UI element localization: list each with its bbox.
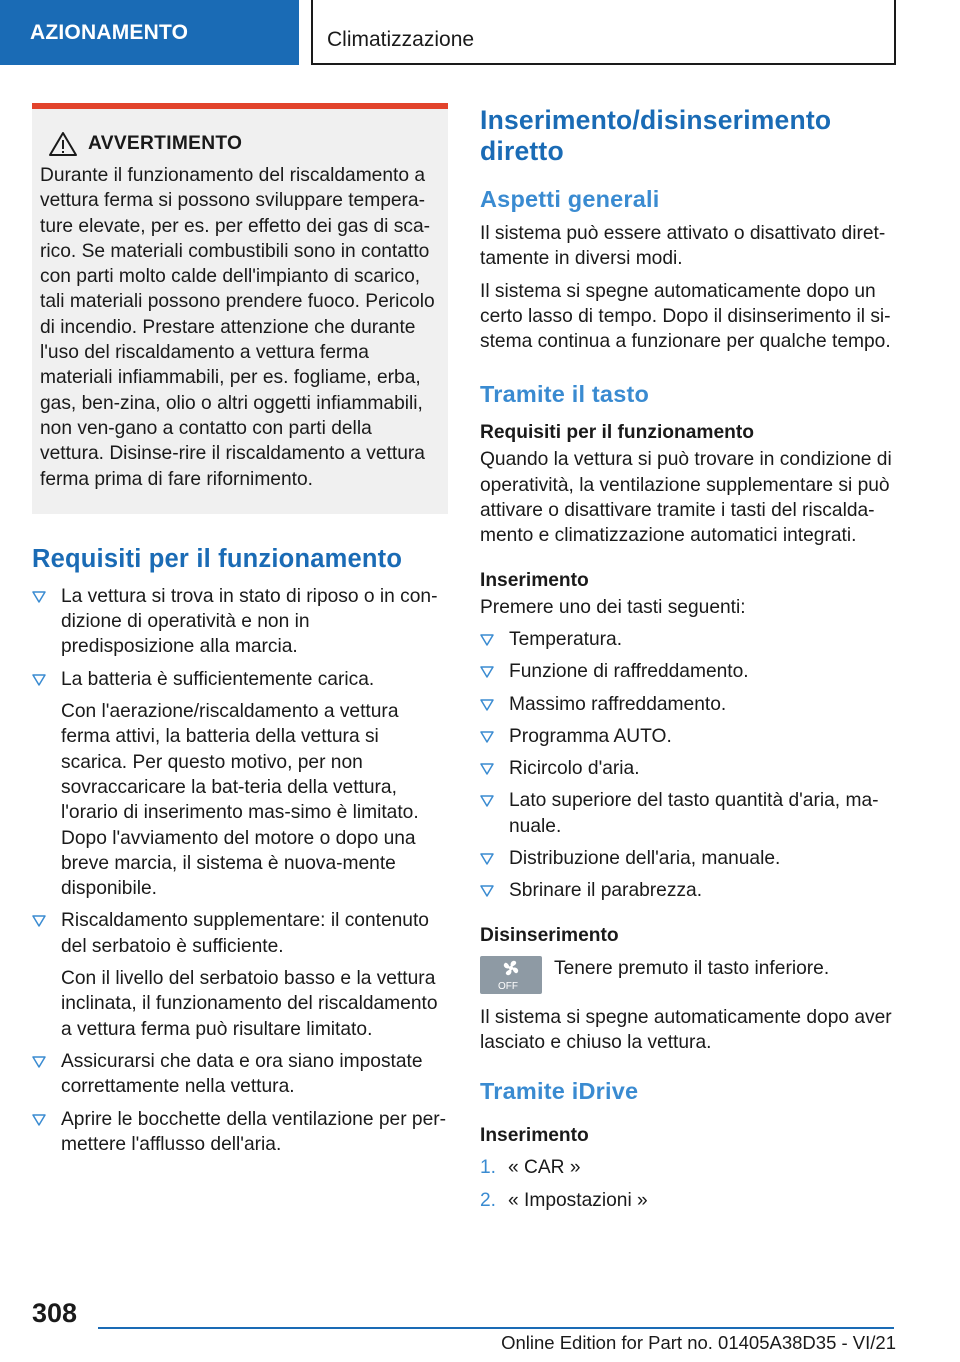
warning-box	[32, 103, 448, 514]
list-item-text: Funzione di raffreddamento.	[509, 661, 749, 683]
bullet-triangle-icon	[32, 915, 46, 927]
bullet-triangle-icon	[480, 731, 494, 743]
bullet-triangle-icon	[480, 763, 494, 775]
list-item-text: Assicurarsi che data e ora siano impostate correttamente nella vettura.	[61, 1050, 423, 1098]
list-item-text: Riscaldamento supplementare: il contenuto del serbatoio è sufficiente.	[61, 910, 429, 957]
via-button-heading: Tramite il tasto	[480, 381, 650, 408]
switch-off-note: Il sistema si spegne automaticamente dopo aver lasciato e chiuso la vettura.	[480, 1006, 892, 1053]
warning-header	[48, 131, 440, 157]
switch-off-text: Tenere premuto il tasto inferiore.	[554, 957, 830, 979]
general-aspects-heading: Aspetti generali	[480, 186, 660, 212]
list-item	[32, 1107, 448, 1158]
step-number: 1.	[480, 1157, 497, 1179]
bullet-triangle-icon	[480, 666, 494, 678]
list-item-text: La batteria è sufficientemente carica.	[61, 668, 375, 690]
warning-text: Durante il funzionamento del riscaldamento a vettura ferma si possono sviluppare tempera-ture elevate, per es. per effetto dei gas di sca-rico. Se materiali combustibili sono in contatto con parti molto calde dell'impianto di scarico, tali materiali possono prendere fuoco. Pericolo di incendio. Prestare attenzione che durante l'uso del riscaldamento a vettura ferma materiali infiammabili, per es. fogliame, erba, gas, ben-zina, olio o altri oggetti infiammabili, non ven-gano a contatto con parti della vettura. Disinse-rire il riscaldamento a vettura ferma prima di fare rifornimento.	[40, 165, 435, 490]
bullet-triangle-icon	[480, 699, 494, 711]
list-item	[480, 1155, 896, 1180]
list-item	[480, 627, 896, 652]
warning-title: AVVERTIMENTO	[88, 133, 243, 154]
bullet-triangle-icon	[480, 795, 494, 807]
list-item	[480, 788, 896, 839]
idrive-switch-on-heading: Inserimento	[480, 1125, 589, 1147]
list-item	[480, 878, 896, 903]
list-item-text: Ricircolo d'aria.	[509, 758, 640, 780]
list-item-text: Aprire le bocchette della ventilazione per per-mettere l'afflusso dell'aria.	[61, 1108, 447, 1155]
requirements-heading: Requisiti per il funzionamento	[32, 544, 403, 573]
bullet-triangle-icon	[32, 1114, 46, 1126]
list-item	[480, 659, 896, 684]
footer-edition: Online Edition for Part no. 01405A38D35 - VI/21	[501, 1332, 896, 1353]
list-item	[32, 1049, 448, 1100]
list-item	[32, 584, 448, 660]
list-item-text: Lato superiore del tasto quantità d'aria, ma-nuale.	[509, 790, 879, 837]
list-item-text: Massimo raffreddamento.	[509, 693, 727, 715]
general-aspects-p2: Il sistema si spegne automaticamente dopo un certo lasso di tempo. Dopo il disinserimento il si-stema continua a funzionare per qualche tempo.	[480, 280, 891, 353]
left-column	[32, 103, 448, 1157]
general-aspects-p1: Il sistema può essere attivato o disattivato diret-tamente in diversi modi.	[480, 223, 886, 270]
warning-triangle-icon	[48, 131, 78, 157]
list-item-extra: Con l'aerazione/riscaldamento a vettura ferma attivi, la batteria della vettura si scarica. Per questo motivo, per non sovraccaricare la bat-teria della vettura, l'orario di inserimento mas-simo è limitato. Dopo l'avviamento del motore o dopo una breve marcia, il sistema è nuova-mente disponibile.	[61, 701, 419, 900]
list-item	[480, 1188, 896, 1213]
requirements-list	[32, 584, 448, 1157]
list-item	[480, 846, 896, 871]
bullet-triangle-icon	[480, 885, 494, 897]
switch-off-row	[480, 956, 896, 994]
list-item-text: Temperatura.	[509, 628, 623, 650]
list-item	[480, 756, 896, 781]
list-item	[480, 724, 896, 749]
footer-divider	[98, 1327, 894, 1329]
list-item-text: Sbrinare il parabrezza.	[509, 880, 703, 902]
idrive-steps-list	[480, 1155, 896, 1213]
bullet-triangle-icon	[32, 591, 46, 603]
switch-off-heading: Disinserimento	[480, 924, 619, 946]
via-idrive-heading: Tramite iDrive	[480, 1078, 639, 1105]
list-item-text: Distribuzione dell'aria, manuale.	[509, 848, 781, 870]
button-requirements-text: Quando la vettura si può trovare in condizione di operatività, la ventilazione supplementare si può attivare o disattivare tramite i tasti del riscalda-mento e climatizzazione automatici integrati.	[480, 449, 892, 547]
bullet-triangle-icon	[32, 674, 46, 686]
right-column	[480, 103, 896, 1213]
page-number: 308	[32, 1298, 78, 1328]
switch-on-text: Premere uno dei tasti seguenti:	[480, 596, 746, 618]
bullet-triangle-icon	[32, 1056, 46, 1068]
switch-on-heading: Inserimento	[480, 569, 589, 591]
list-item-text: La vettura si trova in stato di riposo o in con-dizione di operatività e non in predisposizione alla marcia.	[61, 585, 438, 658]
fan-off-button-icon	[480, 956, 542, 994]
buttons-list	[480, 627, 896, 904]
step-number: 2.	[480, 1189, 497, 1211]
list-item	[32, 667, 448, 902]
button-requirements-heading: Requisiti per il funzionamento	[480, 422, 754, 444]
header-section-tab: AZIONAMENTO	[0, 0, 299, 65]
list-item-text: Programma AUTO.	[509, 725, 672, 747]
header-chapter-title: Climatizzazione	[311, 0, 896, 65]
step-text: « Impostazioni »	[508, 1189, 648, 1211]
step-text: « CAR »	[508, 1157, 581, 1179]
list-item	[32, 908, 448, 1041]
bullet-triangle-icon	[480, 853, 494, 865]
direct-switching-heading: Inserimento/disinserimento diretto	[480, 105, 832, 166]
bullet-triangle-icon	[480, 634, 494, 646]
list-item-extra: Con il livello del serbatoio basso e la vettura inclinata, il funzionamento del riscaldamento a vettura ferma può risultare limitato.	[61, 968, 438, 1040]
svg-text:OFF: OFF	[498, 980, 518, 992]
list-item	[480, 692, 896, 717]
